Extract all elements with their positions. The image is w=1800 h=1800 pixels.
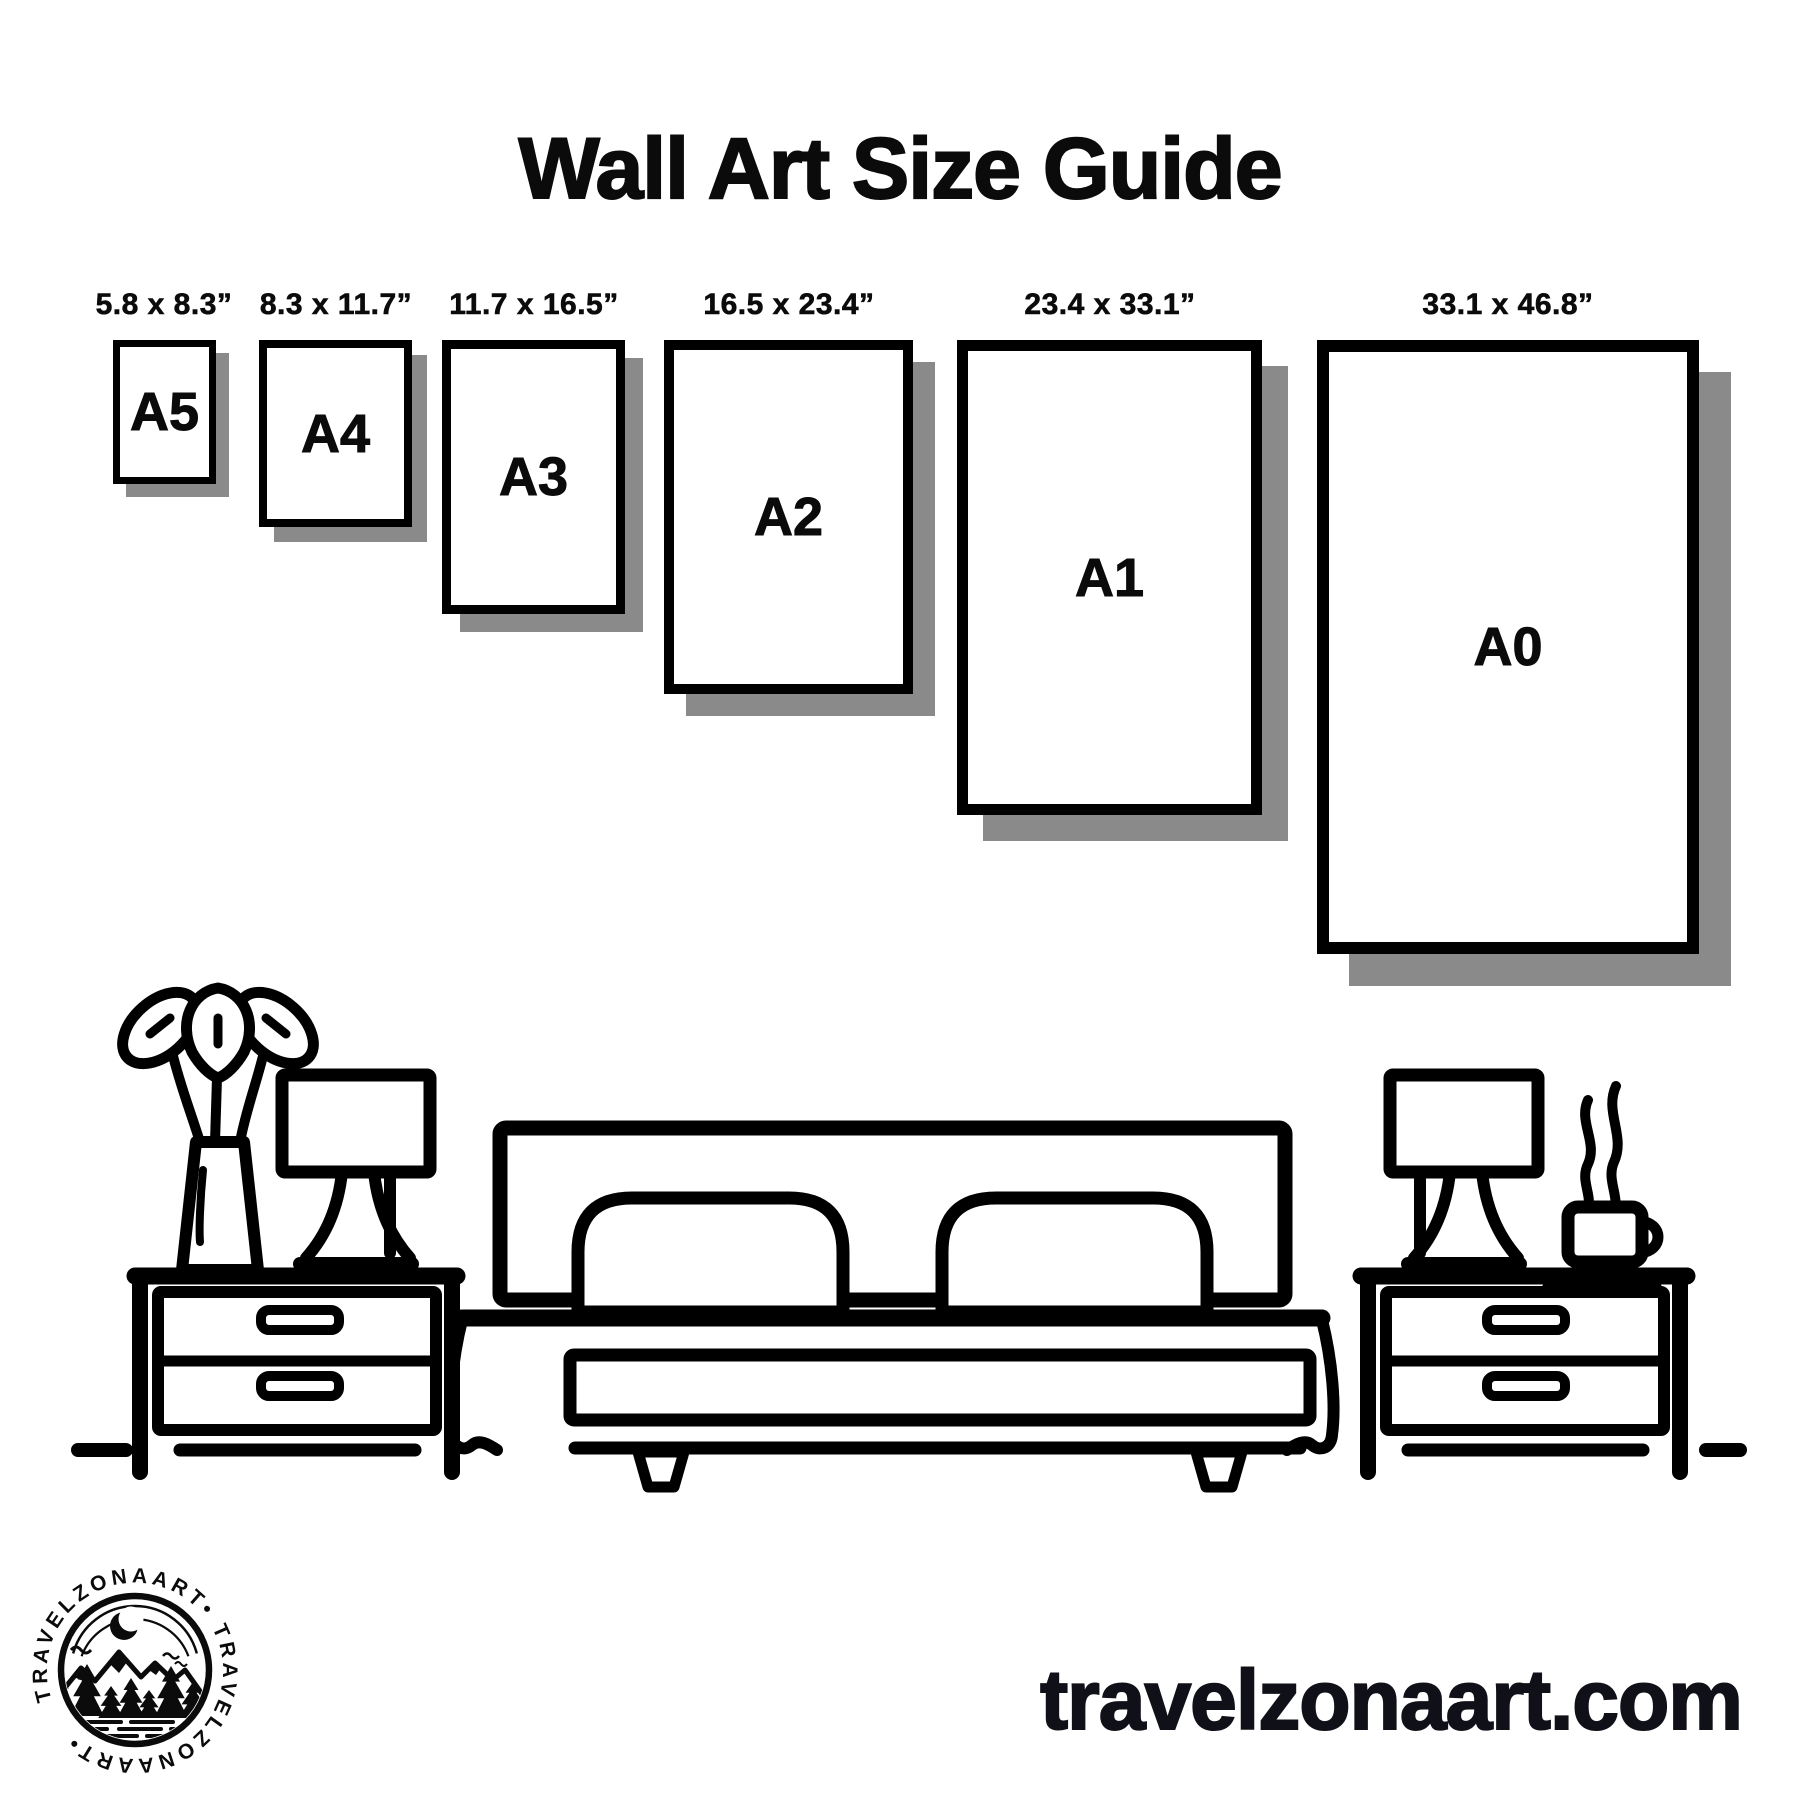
bird-icon <box>163 1654 179 1659</box>
drawer-handle <box>1487 1376 1565 1396</box>
dimension-label-a1: 23.4 x 33.1” <box>1024 288 1196 321</box>
table-lamp-icon <box>1390 1075 1538 1264</box>
dimension-label-a0: 33.1 x 46.8” <box>1422 288 1594 321</box>
bedroom-illustration <box>0 980 1800 1500</box>
website-url: travelzonaart.com <box>1040 1653 1742 1747</box>
size-label-a1: A1 <box>1074 547 1145 608</box>
steam-icon <box>1611 1086 1617 1212</box>
nightstand-icon <box>1361 1276 1687 1472</box>
table-lamp-icon <box>282 1075 430 1264</box>
pillow-icon <box>578 1198 843 1312</box>
page-title: Wall Art Size Guide <box>518 120 1282 217</box>
size-frame-a2 <box>664 340 913 694</box>
coffee-cup-icon <box>1548 1086 1658 1288</box>
size-frame-a3 <box>442 340 625 614</box>
dimension-label-a2: 16.5 x 23.4” <box>703 288 875 321</box>
size-frame-a0 <box>1317 340 1699 954</box>
size-label-a4: A4 <box>300 403 371 464</box>
pillow-icon <box>942 1198 1207 1312</box>
size-label-a3: A3 <box>498 447 569 507</box>
bird-icon <box>175 1662 187 1666</box>
size-label-a0: A0 <box>1473 617 1543 677</box>
dimension-label-a4: 8.3 x 11.7” <box>259 288 413 321</box>
size-frame-a1 <box>957 340 1262 815</box>
size-label-a2: A2 <box>753 487 824 547</box>
brand-logo <box>25 1556 245 1784</box>
dimension-label-a5: 5.8 x 8.3” <box>95 288 233 321</box>
bed-icon <box>450 1128 1333 1487</box>
size-label-a5: A5 <box>129 382 200 442</box>
drawer-handle <box>261 1376 339 1396</box>
steam-icon <box>1585 1100 1591 1208</box>
blanket-icon <box>570 1355 1310 1420</box>
bed-leg <box>638 1452 684 1487</box>
logo-ring-text: TRAVELZONAART• TRAVELZONAART• <box>28 1564 242 1778</box>
nightstand-icon <box>135 1276 457 1472</box>
dimension-label-a3: 11.7 x 16.5” <box>449 288 619 321</box>
drawer-handle <box>1487 1310 1565 1330</box>
drawer-handle <box>261 1310 339 1330</box>
size-frame-a4 <box>259 340 412 527</box>
size-frame-a5 <box>113 340 216 484</box>
bed-leg <box>1196 1452 1242 1487</box>
